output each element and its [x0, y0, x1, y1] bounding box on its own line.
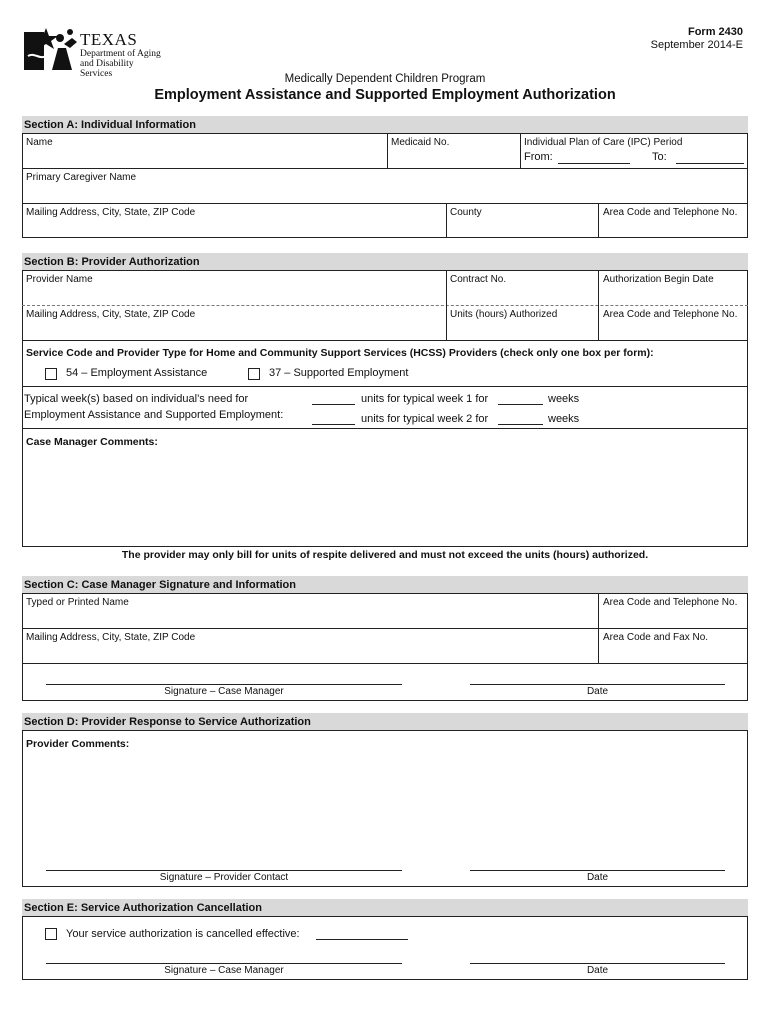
units-authorized-field[interactable]: Units (hours) Authorized	[450, 309, 558, 320]
e-date-label: Date	[586, 965, 609, 976]
telephone-field[interactable]: Area Code and Telephone No.	[603, 207, 738, 218]
case-manager-comments-area[interactable]	[24, 452, 746, 544]
name-field[interactable]: Name	[26, 137, 53, 148]
week1-weeks-label: weeks	[548, 393, 580, 405]
section-b-heading: Section B: Provider Authorization	[22, 253, 748, 270]
ipc-period-label: Individual Plan of Care (IPC) Period	[524, 137, 683, 148]
ipc-from-field[interactable]	[558, 163, 630, 164]
cancel-checkbox[interactable]	[45, 928, 57, 940]
e-signature-line[interactable]	[46, 963, 402, 964]
provider-date-line[interactable]	[470, 870, 725, 871]
option-37-checkbox[interactable]	[248, 368, 260, 380]
medicaid-field[interactable]: Medicaid No.	[391, 137, 450, 148]
e-signature-label: Signature – Case Manager	[164, 965, 284, 976]
e-date-line[interactable]	[470, 963, 725, 964]
program-name: Medically Dependent Children Program	[284, 73, 486, 85]
ipc-to-label: To:	[652, 151, 667, 163]
mailing-address-field[interactable]: Mailing Address, City, State, ZIP Code	[26, 207, 196, 218]
cm-telephone-field[interactable]: Area Code and Telephone No.	[603, 597, 738, 608]
agency-line1: Department of Aging	[80, 49, 161, 59]
option-54-label: 54 – Employment Assistance	[66, 367, 208, 379]
cm-name-field[interactable]: Typed or Printed Name	[26, 597, 129, 608]
texas-logo-icon	[22, 26, 78, 72]
week2-weeks-label: weeks	[548, 413, 580, 425]
option-54-checkbox[interactable]	[45, 368, 57, 380]
cm-signature-line[interactable]	[46, 684, 402, 685]
form-number: Form 2430	[687, 26, 743, 38]
option-37-label: 37 – Supported Employment	[269, 367, 409, 379]
typical-week-label-2: Employment Assistance and Supported Employment:	[24, 409, 284, 421]
week2-label: units for typical week 2 for	[361, 413, 489, 425]
section-c-heading: Section C: Case Manager Signature and Information	[22, 576, 748, 593]
provider-mailing-field[interactable]: Mailing Address, City, State, ZIP Code	[26, 309, 196, 320]
provider-date-label: Date	[586, 872, 609, 883]
week1-weeks-field[interactable]	[498, 404, 543, 405]
week1-units-field[interactable]	[312, 404, 355, 405]
cm-signature-label: Signature – Case Manager	[164, 686, 284, 697]
form-date: September 2014-E	[650, 39, 743, 51]
cm-mailing-field[interactable]: Mailing Address, City, State, ZIP Code	[26, 632, 196, 643]
caregiver-field[interactable]: Primary Caregiver Name	[26, 172, 137, 183]
cm-date-line[interactable]	[470, 684, 725, 685]
week2-units-field[interactable]	[312, 424, 355, 425]
section-a-heading: Section A: Individual Information	[22, 116, 748, 133]
cm-date-label: Date	[586, 686, 609, 697]
provider-telephone-field[interactable]: Area Code and Telephone No.	[603, 309, 738, 320]
service-code-heading: Service Code and Provider Type for Home and Community Support Services (HCSS) Providers (check only one box per form):	[26, 347, 654, 359]
billing-notice: The provider may only bill for units of respite delivered and must not exceed the units (hours) authorized.	[121, 549, 649, 561]
cancel-date-field[interactable]	[316, 939, 408, 940]
section-d-heading: Section D: Provider Response to Service Authorization	[22, 713, 748, 730]
provider-signature-line[interactable]	[46, 870, 402, 871]
county-field[interactable]: County	[450, 207, 482, 218]
agency-state: TEXAS	[80, 30, 138, 49]
week1-label: units for typical week 1 for	[361, 393, 489, 405]
provider-signature-label: Signature – Provider Contact	[159, 872, 289, 883]
provider-comments-area[interactable]	[24, 754, 746, 864]
page-title: Employment Assistance and Supported Employment Authorization	[154, 87, 616, 103]
section-e-heading: Section E: Service Authorization Cancellation	[22, 899, 748, 916]
week2-weeks-field[interactable]	[498, 424, 543, 425]
case-manager-comments-label: Case Manager Comments:	[26, 436, 158, 448]
agency-line2: and Disability Services	[80, 59, 134, 79]
ipc-to-field[interactable]	[676, 163, 744, 164]
agency-logo	[22, 26, 162, 79]
section-a-box	[22, 133, 748, 238]
provider-comments-label: Provider Comments:	[26, 738, 130, 750]
begin-date-field[interactable]: Authorization Begin Date	[603, 274, 714, 285]
cm-fax-field[interactable]: Area Code and Fax No.	[603, 632, 709, 643]
contract-field[interactable]: Contract No.	[450, 274, 507, 285]
ipc-from-label: From:	[524, 151, 553, 163]
provider-name-field[interactable]: Provider Name	[26, 274, 93, 285]
cancel-label: Your service authorization is cancelled effective:	[66, 928, 300, 940]
typical-week-label-1: Typical week(s) based on individual’s need for	[24, 393, 249, 405]
